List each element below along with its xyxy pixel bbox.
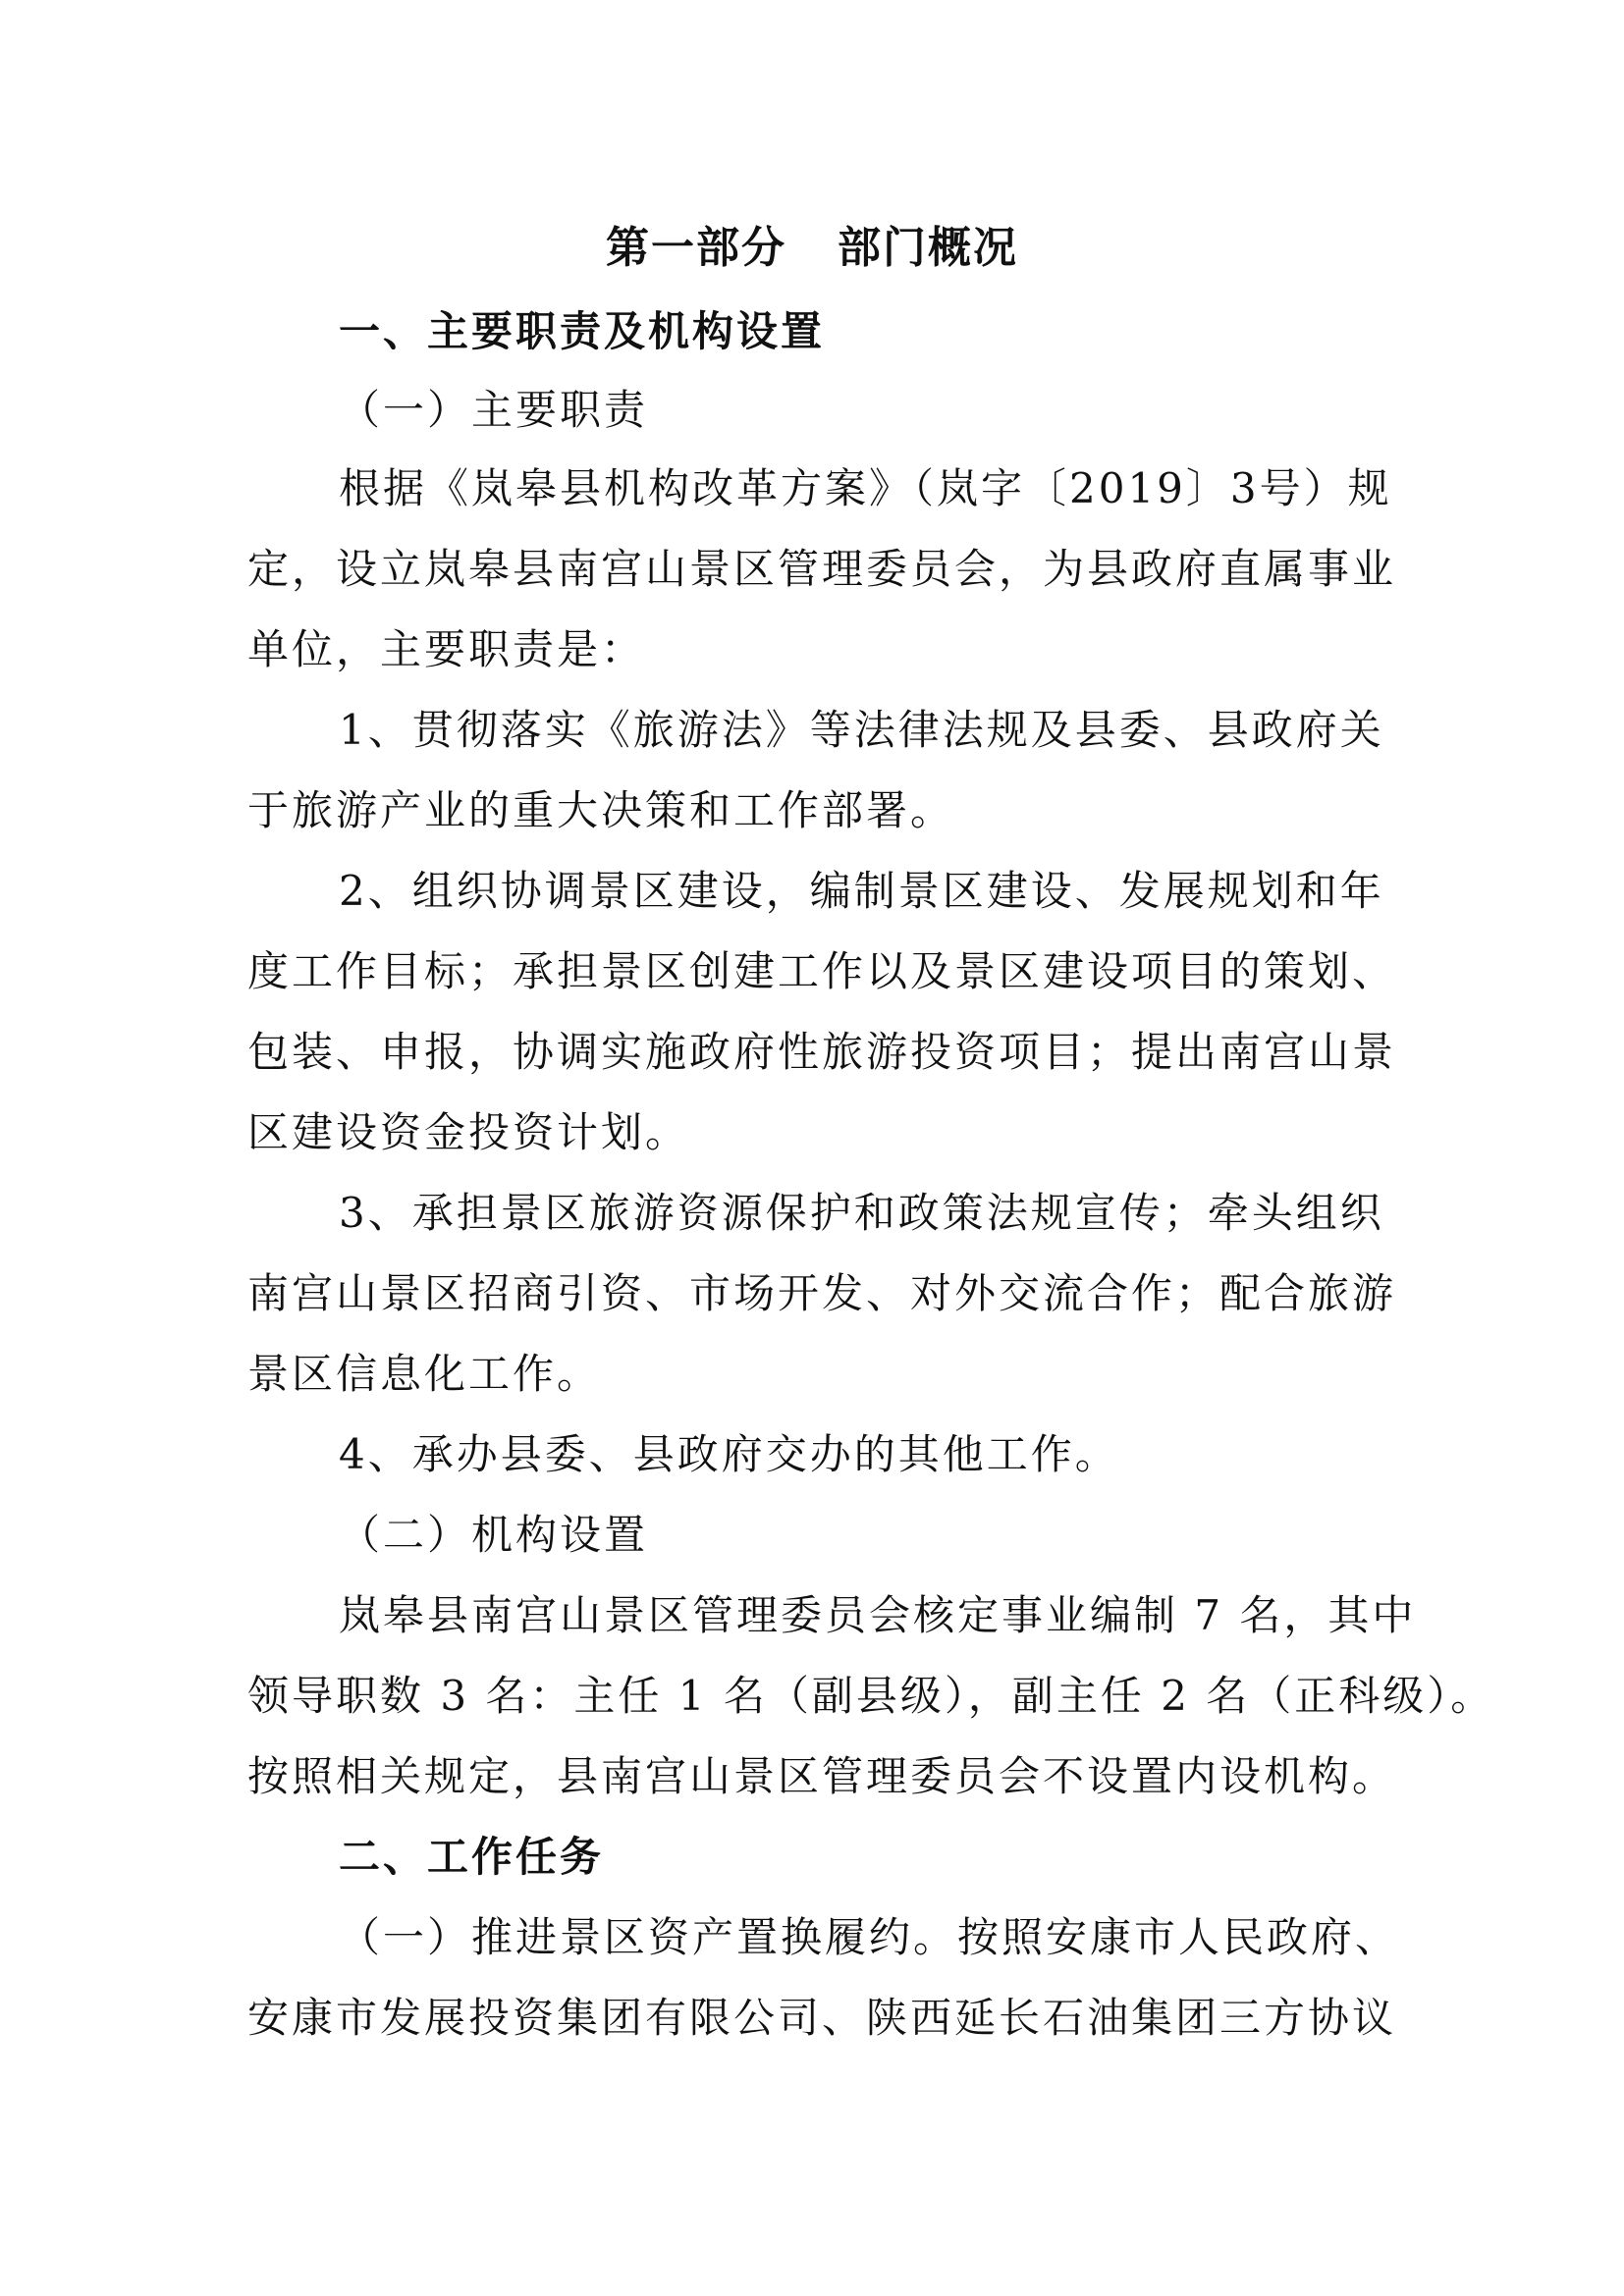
section2-heading: 二、工作任务 [339,1833,605,1881]
item3-line-3: 景区信息化工作。 [247,1350,602,1398]
title-part: 第一部分 [606,223,786,273]
item2-line-2: 度工作目标；承担景区创建工作以及景区建设项目的策划、 [247,947,1397,995]
page-title [0,221,1624,276]
item2-line-4: 区建设资金投资计划。 [247,1108,690,1156]
item3-line-1: 3、承担景区旅游资源保护和政策法规宣传；牵头组织 [339,1189,1384,1237]
sub2-line-1: 岚皋县南宫山景区管理委员会核定事业编制 7 名，其中 [339,1591,1417,1639]
item2-line-3: 包装、申报，协调实施政府性旅游投资项目；提出南宫山景 [247,1028,1397,1076]
intro-line-1: 根据《岚皋县机构改革方案》（岚字〔2019〕3号）规 [339,464,1392,512]
item2-line-1: 2、组织协调景区建设，编制景区建设、发展规划和年 [339,867,1384,915]
sub1-heading: （一）主要职责 [339,386,649,434]
sub2-heading: （二）机构设置 [339,1511,649,1559]
section1-heading: 一、主要职责及机构设置 [339,307,826,355]
item4-line-1: 4、承办县委、县政府交办的其他工作。 [339,1430,1119,1478]
intro-line-3: 单位，主要职责是： [247,625,646,673]
sub2-line-3: 按照相关规定，县南宫山景区管理委员会不设置内设机构。 [247,1752,1397,1800]
item1-line-1: 1、贯彻落实《旅游法》等法律法规及县委、县政府关 [339,706,1384,754]
item3-line-2: 南宫山景区招商引资、市场开发、对外交流合作；配合旅游 [247,1269,1397,1317]
sub2-line-2: 领导职数 3 名：主任 1 名（副县级），副主任 2 名（正科级）。 [247,1672,1495,1720]
title-name: 部门概况 [838,223,1018,273]
item1-line-2: 于旅游产业的重大决策和工作部署。 [247,786,955,834]
task1-line-2: 安康市发展投资集团有限公司、陕西延长石油集团三方协议 [247,1994,1397,2042]
intro-line-2: 定，设立岚皋县南宫山景区管理委员会，为县政府直属事业 [247,545,1397,593]
task1-line-1: （一）推进景区资产置换履约。按照安康市人民政府、 [339,1913,1400,1961]
